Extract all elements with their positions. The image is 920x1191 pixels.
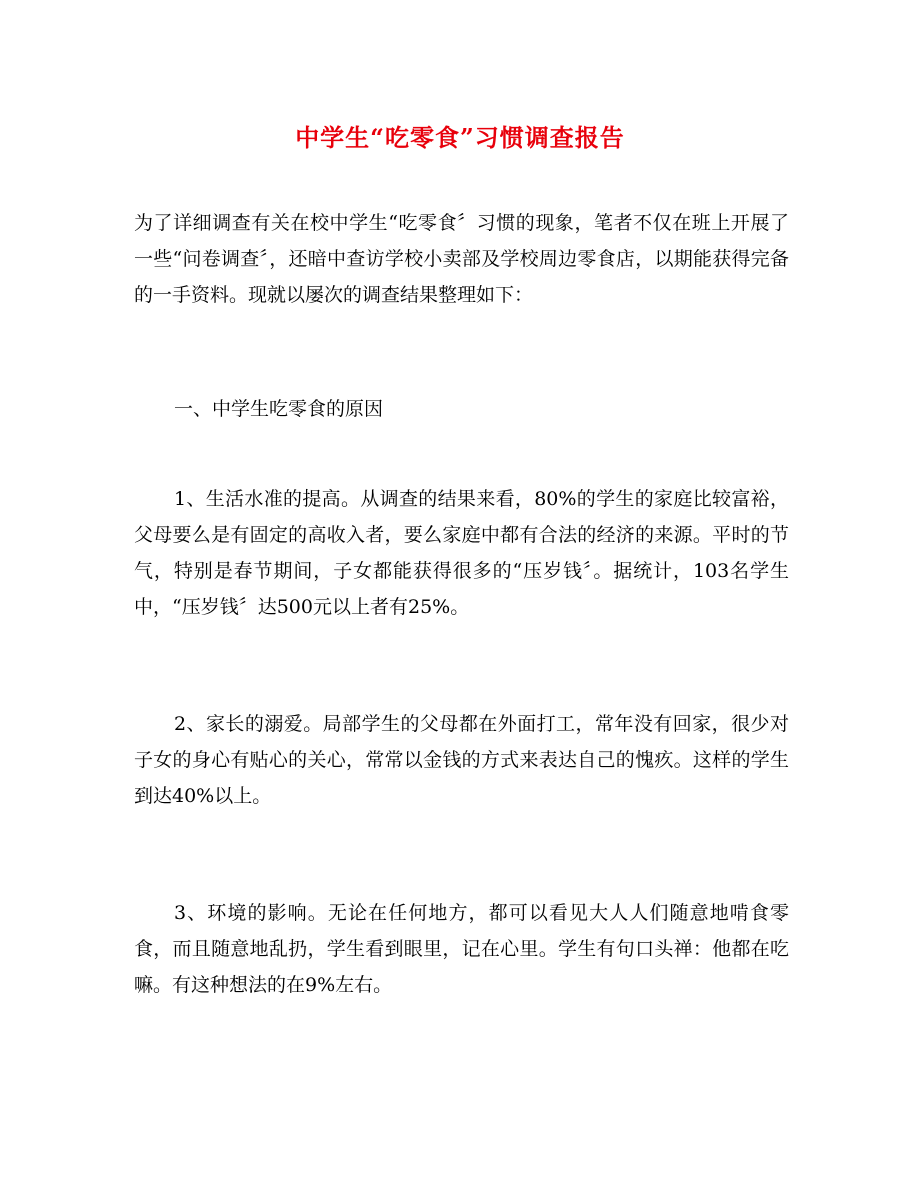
intro-paragraph: 为了详细调查有关在校中学生“吃零食〞习惯的现象，笔者不仅在班上开展了一些“问卷调查〞，还暗中查访学校小卖部及学校周边零食店，以期能获得完备的一手资料。现就以屡次的调查结果整理如下： (134, 212, 789, 306)
section-heading: 一、中学生吃零食的原因 (174, 398, 384, 420)
reason-paragraph-2: 2、家长的溺爱。局部学生的父母都在外面打工，常年没有回家，很少对子女的身心有贴心的关心，常常以金钱的方式来表达自己的愧疚。这样的学生到达40%以上。 (134, 713, 789, 807)
reason-paragraph-1: 1、生活水准的提高。从调查的结果来看，80%的学生的家庭比较富裕，父母要么是有固定的高收入者，要么家庭中都有合法的经济的来源。平时的节气，特别是春节期间，子女都能获得很多的“压岁钱〞。据统计，103名学生中，“压岁钱〞达500元以上者有25%。 (134, 488, 789, 618)
page-title: 中学生“吃零食”习惯调查报告 (295, 123, 625, 152)
reason-paragraph-3: 3、环境的影响。无论在任何地方，都可以看见大人人们随意地啃食零食，而且随意地乱扔，学生看到眼里，记在心里。学生有句口头禅：他都在吃嘛。有这种想法的在9%左右。 (134, 902, 789, 996)
